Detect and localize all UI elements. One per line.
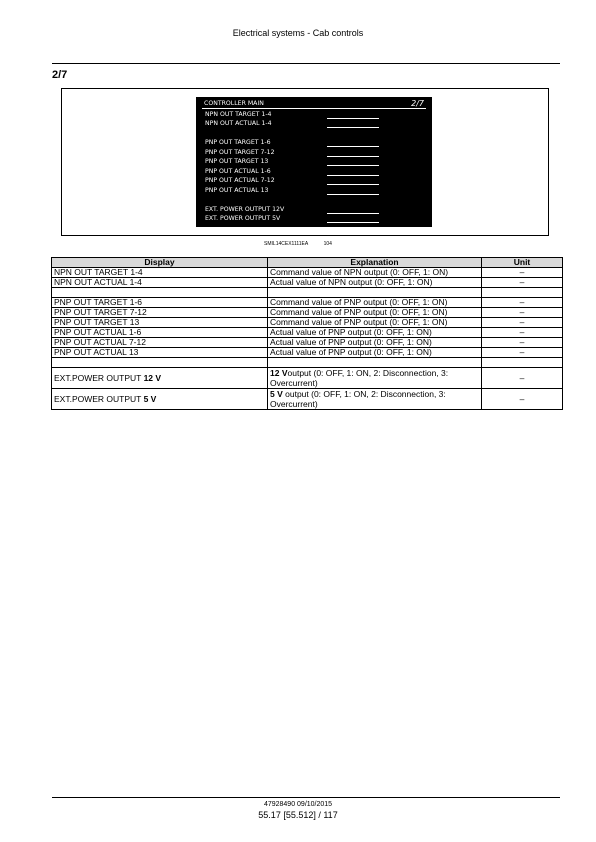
table-row [52, 328, 563, 338]
cell-explanation: Command value of PNP output (0: OFF, 1: ON) [268, 308, 482, 318]
table-row [52, 298, 563, 308]
screen-value-field [327, 175, 379, 176]
cell-explanation-text: output (0: OFF, 1: ON, 2: Disconnection, 3: Overcurrent) [270, 389, 446, 409]
cell-explanation-bold: 12 V [270, 368, 288, 378]
column-header-display: Display [52, 258, 268, 268]
cell-display-bold: 12 V [143, 373, 162, 383]
column-header-explanation: Explanation [268, 258, 482, 268]
cell-explanation: Actual value of NPN output (0: OFF, 1: ON) [268, 278, 482, 288]
screen-value-field [327, 222, 379, 223]
figure-number: 104 [323, 241, 332, 247]
cell-explanation [268, 389, 482, 410]
footer-divider [52, 797, 560, 798]
display-table [51, 257, 563, 410]
cell-unit: – [482, 268, 563, 278]
table-row [52, 318, 563, 328]
screen-item-label: EXT. POWER OUTPUT 5V [205, 214, 281, 222]
figure-frame [61, 88, 549, 236]
screen-item-label: PNP OUT TARGET 13 [205, 158, 269, 166]
table-row-ext-5v [52, 389, 563, 410]
screen-page-indicator: 2/7 [411, 99, 424, 108]
screen-value-field [327, 194, 379, 195]
table-spacer-row [52, 288, 563, 298]
figure-caption [0, 241, 596, 247]
screen-value-field [327, 118, 379, 119]
table-row [52, 338, 563, 348]
cell-unit: – [482, 368, 563, 389]
screen-value-field [327, 146, 379, 147]
header-divider [52, 63, 560, 64]
cell-display-text: EXT.POWER OUTPUT [54, 394, 144, 404]
cell-unit: – [482, 328, 563, 338]
screen-value-field [327, 156, 379, 157]
cell-display [52, 358, 268, 368]
screen-value-field [327, 184, 379, 185]
screen-title: CONTROLLER MAIN [204, 100, 264, 107]
page-header-title: Electrical systems - Cab controls [232, 28, 364, 38]
screen-item-label: NPN OUT TARGET 1-4 [205, 111, 272, 118]
controller-screen [196, 97, 432, 227]
cell-display: PNP OUT TARGET 13 [52, 318, 268, 328]
cell-explanation: Command value of PNP output (0: OFF, 1: ON) [268, 318, 482, 328]
screen-title-bar [202, 100, 426, 109]
screen-item-label: NPN OUT ACTUAL 1-4 [205, 120, 272, 128]
screen-value-field [327, 127, 379, 128]
cell-display-bold: 5 V [143, 394, 157, 404]
screen-value-field [327, 165, 379, 166]
screen-item-label: PNP OUT TARGET 7-12 [205, 148, 275, 156]
cell-display-text: EXT.POWER OUTPUT [54, 373, 144, 383]
cell-unit: – [482, 308, 563, 318]
cell-unit [482, 288, 563, 298]
screen-item-label: PNP OUT ACTUAL 1-6 [205, 167, 271, 175]
screen-item-label: PNP OUT ACTUAL 13 [205, 186, 269, 194]
screen-item-label: EXT. POWER OUTPUT 12V [205, 205, 285, 213]
cell-explanation: Actual value of PNP output (0: OFF, 1: ON) [268, 348, 482, 358]
screen-item-label: PNP OUT ACTUAL 7-12 [205, 177, 275, 185]
screen-item-label: PNP OUT TARGET 1-6 [205, 139, 271, 147]
cell-explanation: Command value of PNP output (0: OFF, 1: ON) [268, 298, 482, 308]
cell-unit [482, 358, 563, 368]
cell-explanation [268, 358, 482, 368]
cell-explanation-bold: 5 V [270, 389, 283, 399]
cell-explanation: Actual value of PNP output (0: OFF, 1: ON) [268, 338, 482, 348]
table-row-ext-12v [52, 368, 563, 389]
cell-unit: – [482, 318, 563, 328]
cell-display: PNP OUT TARGET 7-12 [52, 308, 268, 318]
cell-explanation-text: output (0: OFF, 1: ON, 2: Disconnection, 3: Overcurrent) [270, 368, 449, 388]
cell-explanation: Command value of NPN output (0: OFF, 1: ON) [268, 268, 482, 278]
screen-value-field [327, 213, 379, 214]
footer-page-number: 55.17 [55.512] / 117 [258, 810, 338, 820]
table-row [52, 308, 563, 318]
table-row [52, 348, 563, 358]
cell-display: NPN OUT TARGET 1-4 [52, 268, 268, 278]
cell-explanation [268, 368, 482, 389]
cell-display: PNP OUT ACTUAL 7-12 [52, 338, 268, 348]
cell-unit: – [482, 298, 563, 308]
cell-display [52, 288, 268, 298]
cell-display: PNP OUT TARGET 1-6 [52, 298, 268, 308]
cell-explanation: Actual value of PNP output (0: OFF, 1: ON) [268, 328, 482, 338]
figure-code: SMIL14CEX1111EA [264, 241, 309, 247]
cell-display [52, 389, 268, 410]
section-number: 2/7 [52, 69, 68, 81]
cell-explanation [268, 288, 482, 298]
cell-display: PNP OUT ACTUAL 1-6 [52, 328, 268, 338]
cell-unit: – [482, 278, 563, 288]
column-header-unit: Unit [482, 258, 563, 268]
table-spacer-row [52, 358, 563, 368]
cell-unit: – [482, 348, 563, 358]
footer-document-id: 47928490 09/10/2015 [263, 801, 333, 808]
cell-display [52, 368, 268, 389]
cell-unit: – [482, 338, 563, 348]
cell-display: NPN OUT ACTUAL 1-4 [52, 278, 268, 288]
cell-display: PNP OUT ACTUAL 13 [52, 348, 268, 358]
table-row [52, 278, 563, 288]
table-body [52, 268, 563, 410]
cell-unit: – [482, 389, 563, 410]
table-header-row [52, 258, 563, 268]
table-row [52, 268, 563, 278]
